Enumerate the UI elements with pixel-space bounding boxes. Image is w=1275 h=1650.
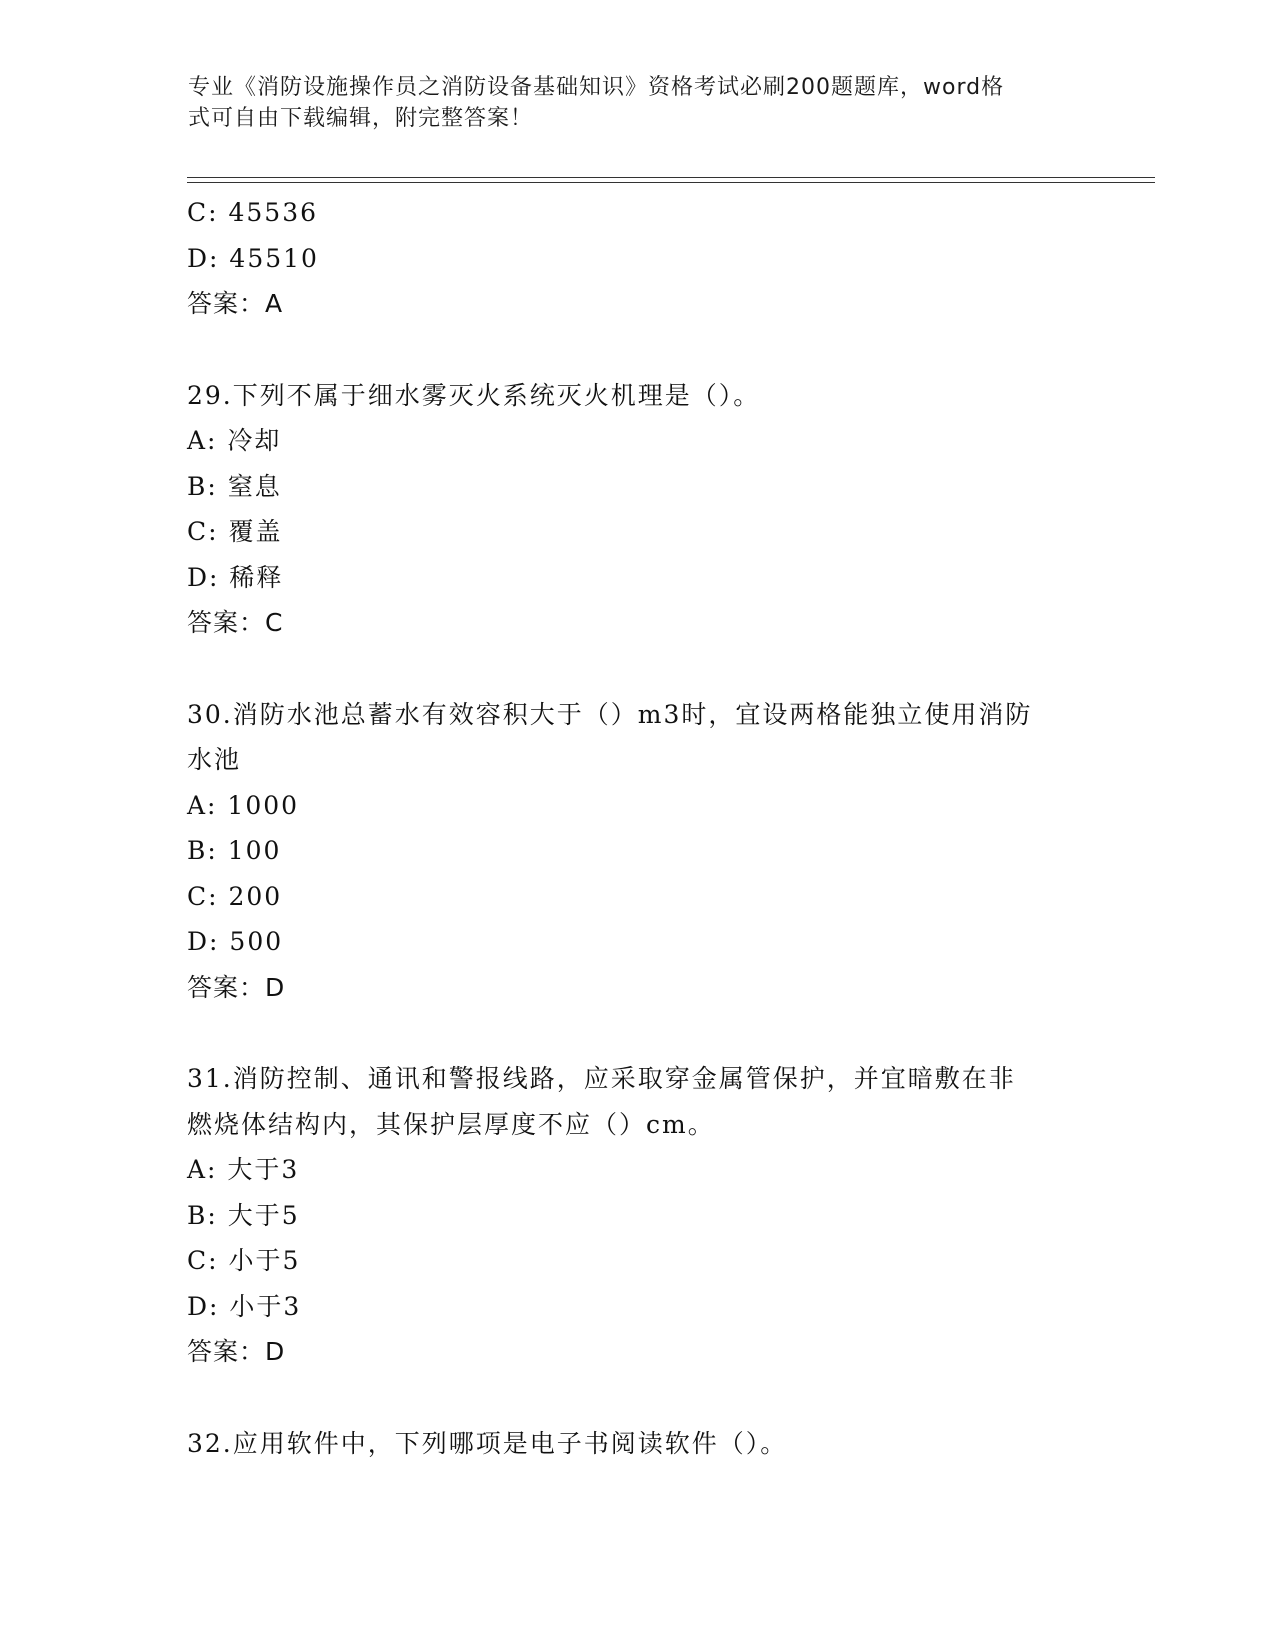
option-a: A: 1000 <box>187 790 300 820</box>
question-stem-line-1: 31.消防控制、通讯和警报线路，应采取穿金属管保护，并宜暗敷在非 <box>187 1064 1016 1093</box>
option-d: D: 500 <box>187 927 284 956</box>
option-d: D: 小于3 <box>187 1291 302 1321</box>
spacer <box>187 646 1087 692</box>
question-stem-line-1: 30.消防水池总蓄水有效容积大于（）m3时，宜设两格能独立使用消防 <box>187 699 1033 729</box>
option-a: A: 冷却 <box>187 426 282 455</box>
header-divider-top <box>187 177 1155 178</box>
document-header <box>188 72 1068 134</box>
option-d: D: 稀释 <box>187 562 284 592</box>
option-a: A: 大于3 <box>187 1155 300 1184</box>
option-b: B: 窒息 <box>187 471 282 501</box>
question-block-32 <box>187 1421 1087 1467</box>
option-c: C: 覆盖 <box>187 517 283 546</box>
question-stem: 32.应用软件中，下列哪项是电子书阅读软件（）。 <box>187 1428 788 1458</box>
option-b: B: 100 <box>187 836 282 865</box>
question-block-30 <box>187 692 1087 1011</box>
header-divider-bottom <box>187 182 1155 183</box>
question-stem: 29.下列不属于细水雾灭火系统灭火机理是（）。 <box>187 380 761 410</box>
question-stem-line-2: 水池 <box>187 745 242 774</box>
question-block-prev <box>187 190 1087 327</box>
spacer <box>187 1375 1087 1421</box>
spacer <box>187 327 1087 373</box>
answer-line: 答案：D <box>187 972 286 1002</box>
option-c: C: 45536 <box>187 198 319 227</box>
option-c: C: 200 <box>187 881 283 911</box>
header-title-line-2: 式可自由下载编辑，附完整答案！ <box>188 106 534 131</box>
answer-line: 答案：A <box>187 289 284 318</box>
question-block-29 <box>187 373 1087 646</box>
spacer <box>187 1010 1087 1056</box>
question-block-31 <box>187 1056 1087 1375</box>
answer-line: 答案：D <box>187 1337 286 1366</box>
option-b: B: 大于5 <box>187 1200 300 1230</box>
question-stem-line-2: 燃烧体结构内，其保护层厚度不应（）cm。 <box>187 1109 715 1139</box>
option-c: C: 小于5 <box>187 1246 301 1275</box>
answer-line: 答案：C <box>187 608 284 637</box>
question-list <box>187 190 1087 1466</box>
header-title-line-1: 专业《消防设施操作员之消防设备基础知识》资格考试必刷200题题库，word格 <box>188 75 1005 100</box>
option-d: D: 45510 <box>187 243 319 273</box>
